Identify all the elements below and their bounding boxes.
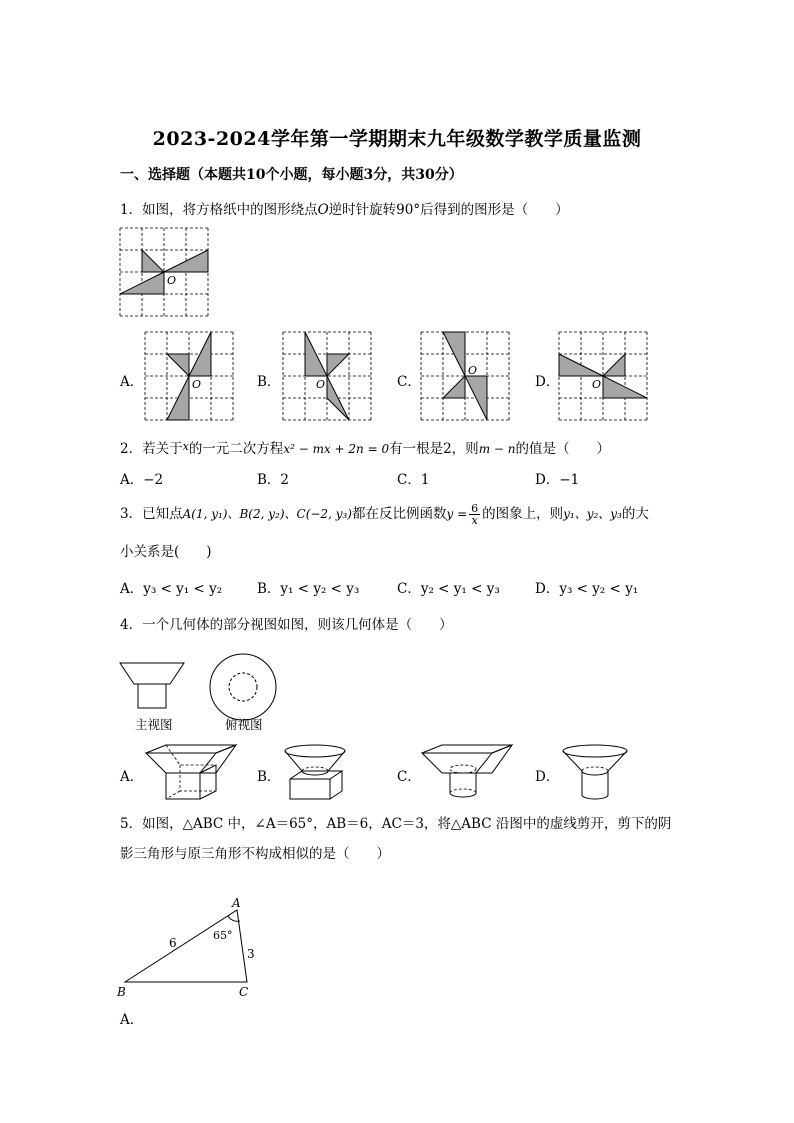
q5-triangle-figure [115, 895, 265, 1000]
q1-o-label: O [167, 274, 177, 287]
q3-option-a[interactable]: A．y₃ < y₁ < y₂ [120, 581, 223, 597]
question-5-stem-line1: 5．如图，△ABC 中，∠A＝65°，AB＝6，AC＝3，将△ABC 沿图中的虚线剪开，剪下的阴 [120, 816, 672, 832]
q4-option-d-figure[interactable] [560, 743, 632, 803]
q1-original-figure [120, 228, 210, 318]
q4-option-d[interactable]: D． [535, 769, 560, 785]
q3-option-d[interactable]: D．y₃ < y₂ < y₁ [535, 581, 639, 597]
q3-text-d: 的大 [621, 506, 649, 522]
q4-option-c-figure[interactable] [420, 743, 514, 803]
q2-text-b: 的一元二次方程 [188, 441, 284, 457]
q1a-o-label: O [192, 378, 202, 391]
q1-option-b[interactable]: B． [257, 374, 281, 390]
q1-option-d-figure[interactable] [558, 332, 650, 422]
q1b-o-label: O [316, 378, 326, 391]
q3-text-a: 3．已知点 [120, 506, 183, 522]
q4-option-a[interactable]: A． [120, 769, 144, 785]
q5-label-a: A [232, 896, 241, 910]
q5-angle-label: 65° [213, 929, 233, 942]
q5-label-c: C [239, 985, 249, 999]
q1-text-a: 1．如图，将方格纸中的图形绕点 [120, 202, 318, 218]
q2-expr: m − n [478, 442, 516, 456]
q1-option-a-figure[interactable] [144, 332, 236, 422]
q2-var-x: x [182, 440, 189, 453]
q5-side-ab: 6 [169, 936, 177, 950]
page-title: 2023-2024学年第一学期期末九年级数学教学质量监测 [152, 128, 642, 150]
q3-text-b: 都在反比例函数 [351, 506, 447, 522]
q2-equation: x² − mx + 2n = 0 [283, 442, 390, 456]
q4-option-c[interactable]: C． [397, 769, 421, 785]
q3-points: A(1, y₁)、B(2, y₂)、C(−2, y₃) [182, 507, 352, 521]
q1-option-a[interactable]: A． [120, 374, 144, 390]
question-2-stem [120, 437, 610, 457]
question-3-stem [120, 502, 649, 526]
q1c-o-label: O [468, 364, 478, 377]
q1-option-b-figure[interactable] [282, 332, 374, 422]
question-1-stem [120, 198, 569, 218]
q1-text-b: 逆时针旋转90°后得到的图形是（ ） [328, 202, 569, 218]
q3-func-den: x [471, 514, 478, 527]
q5-label-b: B [117, 985, 126, 999]
q3-option-c[interactable]: C．y₂ < y₁ < y₃ [397, 581, 500, 597]
q5-side-ac: 3 [247, 947, 255, 961]
q1-option-d[interactable]: D． [535, 374, 560, 390]
q4-option-a-figure[interactable] [144, 743, 238, 803]
q3-func-num: 6 [471, 502, 479, 515]
q1-option-c-figure[interactable] [420, 332, 512, 422]
q3-func-lhs: y = [446, 507, 468, 521]
q2-option-b[interactable]: B．2 [257, 472, 290, 488]
q3-fraction [469, 503, 480, 526]
q2-option-d[interactable]: D．−1 [535, 472, 580, 488]
section-heading: 一、选择题（本题共10个小题，每小题3分，共30分） [120, 167, 463, 183]
question-3-stem-line2: 小关系是( ) [120, 544, 212, 560]
q1-point: O [317, 202, 329, 218]
question-4-stem: 4．一个几何体的部分视图如图，则该几何体是（ ） [120, 617, 453, 633]
q4-front-view-caption: 主视图 [135, 717, 173, 732]
q4-option-b[interactable]: B． [257, 769, 281, 785]
q4-option-b-figure[interactable] [282, 743, 354, 803]
q1-option-c[interactable]: C． [397, 374, 421, 390]
q3-text-c: 的图象上，则 [482, 506, 564, 522]
q3-vars: y₁、y₂、y₃ [563, 507, 622, 521]
question-5-stem-line2: 影三角形与原三角形不构成相似的是（ ） [120, 846, 390, 862]
q2-text-a: 2．若关于 [120, 441, 183, 457]
q2-option-c[interactable]: C．1 [397, 472, 430, 488]
q2-text-c: 有一根是2，则 [389, 441, 479, 457]
q3-option-b[interactable]: B．y₁ < y₂ < y₃ [257, 581, 360, 597]
q1d-o-label: O [592, 378, 602, 391]
q5-option-a[interactable]: A． [120, 1012, 144, 1028]
q2-text-d: 的值是（ ） [515, 441, 610, 457]
q4-front-view [120, 660, 186, 712]
q4-top-view [209, 653, 277, 721]
q4-top-view-caption: 俯视图 [225, 717, 263, 732]
q2-option-a[interactable]: A．−2 [120, 472, 164, 488]
